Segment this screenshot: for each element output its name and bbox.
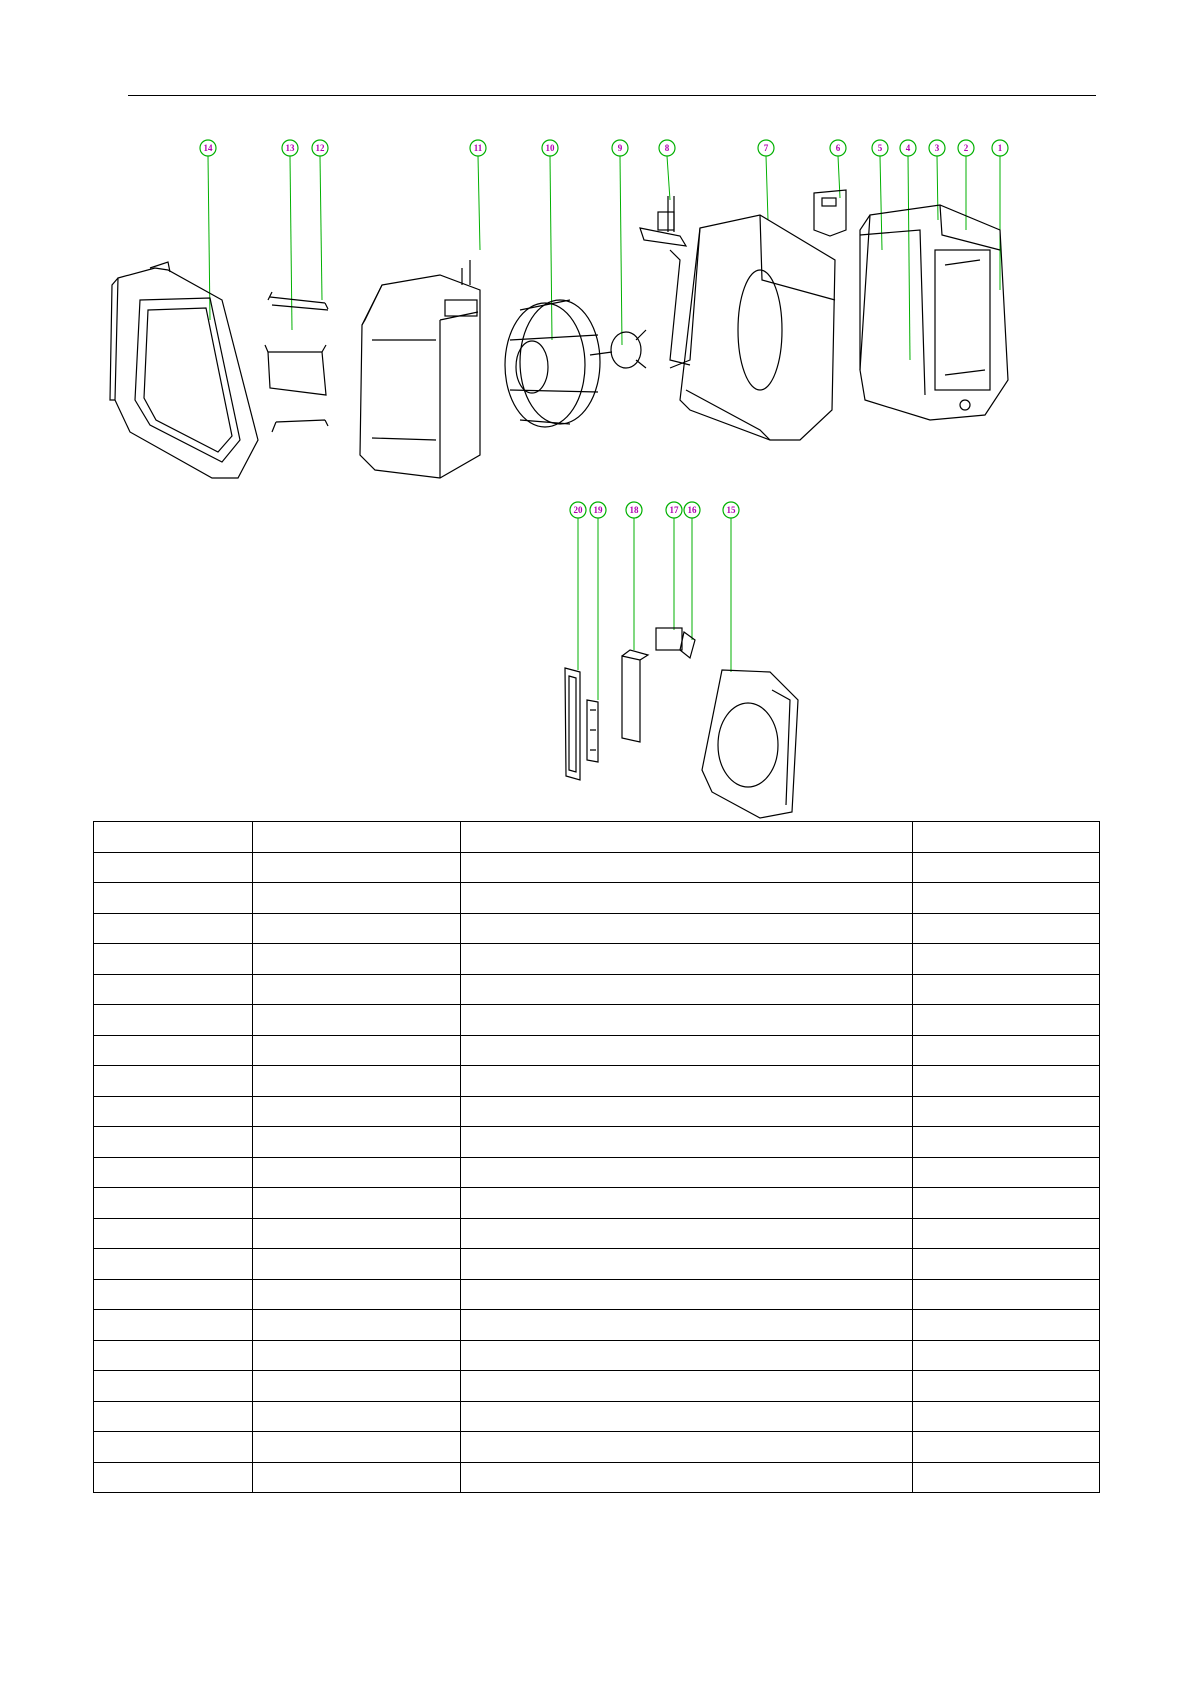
callout-number: 3 — [934, 143, 940, 153]
table-cell — [94, 852, 253, 883]
table-cell — [94, 1157, 253, 1188]
callout-number: 4 — [905, 143, 911, 153]
callout-10 — [542, 140, 558, 156]
table-cell — [253, 1279, 461, 1310]
callout-number: 18 — [629, 505, 639, 515]
table-cell — [913, 1371, 1100, 1402]
table-cell — [913, 913, 1100, 944]
callout-number: 11 — [473, 143, 483, 153]
blower-wheel-part — [505, 300, 600, 427]
table-cell — [913, 1218, 1100, 1249]
table-cell — [913, 1157, 1100, 1188]
table-cell — [94, 1096, 253, 1127]
table-cell — [94, 1279, 253, 1310]
table-cell — [94, 974, 253, 1005]
table-cell — [94, 1127, 253, 1158]
leader-line-3 — [937, 156, 938, 220]
callout-4 — [900, 140, 916, 156]
table-cell — [913, 1462, 1100, 1493]
table-row — [94, 1310, 1100, 1341]
callout-number: 7 — [763, 143, 769, 153]
table-row — [94, 1401, 1100, 1432]
callout-number: 12 — [315, 143, 325, 153]
table-cell — [253, 1188, 461, 1219]
callout-number: 14 — [203, 143, 213, 153]
front-frame-part — [110, 262, 258, 478]
table-row — [94, 913, 1100, 944]
table-cell — [461, 1066, 913, 1097]
table-row — [94, 822, 1100, 853]
callout-11 — [470, 140, 486, 156]
table-cell — [253, 944, 461, 975]
table-cell — [913, 852, 1100, 883]
parts-list-table — [93, 821, 1100, 1493]
callout-14 — [200, 140, 216, 156]
exploded-parts-diagram — [0, 0, 1192, 820]
heat-exchanger-part — [360, 260, 480, 478]
callout-number: 13 — [285, 143, 295, 153]
table-cell — [94, 1005, 253, 1036]
callout-6 — [830, 140, 846, 156]
table-cell — [94, 1462, 253, 1493]
table-cell — [253, 1066, 461, 1097]
table-cell — [461, 1279, 913, 1310]
leader-line-9 — [620, 156, 622, 345]
table-cell — [253, 1310, 461, 1341]
leader-line-12 — [320, 156, 322, 300]
table-cell — [461, 944, 913, 975]
table-row — [94, 1462, 1100, 1493]
table-cell — [253, 1462, 461, 1493]
table-cell — [913, 1432, 1100, 1463]
table-cell — [461, 974, 913, 1005]
table-cell — [253, 883, 461, 914]
display-cover-part — [622, 650, 648, 742]
table-cell — [461, 1188, 913, 1219]
table-cell — [461, 1340, 913, 1371]
table-cell — [253, 1218, 461, 1249]
leader-line-10 — [550, 156, 552, 340]
table-row — [94, 1188, 1100, 1219]
table-cell — [913, 1249, 1100, 1280]
table-row — [94, 852, 1100, 883]
callout-number: 1 — [997, 143, 1003, 153]
callout-number: 8 — [664, 143, 670, 153]
table-cell — [913, 1401, 1100, 1432]
table-cell — [913, 974, 1100, 1005]
table-cell — [913, 1035, 1100, 1066]
callout-19 — [590, 502, 606, 518]
table-cell — [253, 1157, 461, 1188]
table-cell — [913, 822, 1100, 853]
table-cell — [253, 1005, 461, 1036]
table-cell — [94, 1340, 253, 1371]
callout-16 — [684, 502, 700, 518]
table-row — [94, 1249, 1100, 1280]
callout-number: 6 — [835, 143, 841, 153]
table-cell — [913, 1096, 1100, 1127]
leader-line-14 — [208, 156, 210, 320]
table-cell — [913, 1066, 1100, 1097]
rail-bracket-part — [265, 292, 328, 432]
leader-line-4 — [908, 156, 910, 360]
table-row — [94, 1066, 1100, 1097]
table-cell — [461, 1432, 913, 1463]
table-row — [94, 1005, 1100, 1036]
table-cell — [94, 944, 253, 975]
table-cell — [461, 822, 913, 853]
table-cell — [253, 1096, 461, 1127]
table-cell — [253, 1249, 461, 1280]
table-cell — [94, 1401, 253, 1432]
table-cell — [94, 1371, 253, 1402]
table-cell — [94, 822, 253, 853]
table-cell — [94, 1249, 253, 1280]
table-cell — [913, 1188, 1100, 1219]
table-cell — [461, 1005, 913, 1036]
callout-number: 17 — [669, 505, 679, 515]
callout-17 — [666, 502, 682, 518]
leader-line-5 — [880, 156, 882, 250]
table-row — [94, 1127, 1100, 1158]
table-cell — [461, 1371, 913, 1402]
callout-5 — [872, 140, 888, 156]
table-cell — [461, 1462, 913, 1493]
callout-number: 15 — [726, 505, 736, 515]
table-row — [94, 1096, 1100, 1127]
table-cell — [253, 1340, 461, 1371]
table-cell — [461, 1096, 913, 1127]
table-cell — [913, 944, 1100, 975]
callout-1 — [992, 140, 1008, 156]
table-cell — [94, 1066, 253, 1097]
table-row — [94, 1279, 1100, 1310]
table-cell — [94, 1188, 253, 1219]
table-cell — [253, 1127, 461, 1158]
callout-8 — [659, 140, 675, 156]
table-cell — [461, 1310, 913, 1341]
grille-panel-part — [702, 670, 798, 818]
table-cell — [253, 974, 461, 1005]
table-row — [94, 974, 1100, 1005]
housing-part — [670, 215, 835, 440]
callout-number: 9 — [617, 143, 623, 153]
leader-line-6 — [838, 156, 840, 198]
display-frame-part — [565, 668, 580, 780]
table-row — [94, 1432, 1100, 1463]
table-cell — [913, 1340, 1100, 1371]
callout-number: 10 — [545, 143, 555, 153]
table-row — [94, 1035, 1100, 1066]
callout-7 — [758, 140, 774, 156]
callout-number: 16 — [687, 505, 697, 515]
display-board-part — [587, 700, 598, 762]
table-cell — [461, 883, 913, 914]
leader-line-8 — [667, 156, 670, 200]
callout-number: 20 — [573, 505, 583, 515]
leader-line-7 — [766, 156, 768, 220]
table-row — [94, 1371, 1100, 1402]
table-cell — [94, 1218, 253, 1249]
callout-13 — [282, 140, 298, 156]
table-cell — [253, 822, 461, 853]
table-cell — [461, 1127, 913, 1158]
table-cell — [461, 1218, 913, 1249]
callout-number: 19 — [593, 505, 603, 515]
table-cell — [461, 1401, 913, 1432]
leader-line-13 — [290, 156, 292, 330]
table-cell — [913, 1127, 1100, 1158]
callout-number: 5 — [877, 143, 883, 153]
table-cell — [253, 1401, 461, 1432]
fan-motor-part — [590, 330, 646, 368]
table-cell — [253, 913, 461, 944]
table-cell — [461, 1157, 913, 1188]
table-cell — [461, 1249, 913, 1280]
callout-15 — [723, 502, 739, 518]
table-cell — [913, 883, 1100, 914]
callout-9 — [612, 140, 628, 156]
table-row — [94, 883, 1100, 914]
callout-12 — [312, 140, 328, 156]
table-cell — [913, 1310, 1100, 1341]
table-cell — [461, 1035, 913, 1066]
pipe-sensor-part — [640, 196, 686, 246]
table-cell — [94, 883, 253, 914]
table-cell — [253, 852, 461, 883]
callout-number: 2 — [963, 143, 969, 153]
table-cell — [461, 852, 913, 883]
table-row — [94, 1340, 1100, 1371]
table-cell — [94, 1035, 253, 1066]
cover-plate-part — [814, 190, 846, 236]
callout-20 — [570, 502, 586, 518]
table-cell — [461, 913, 913, 944]
table-cell — [94, 1310, 253, 1341]
table-cell — [913, 1279, 1100, 1310]
callout-18 — [626, 502, 642, 518]
table-cell — [94, 913, 253, 944]
control-box-part — [656, 628, 695, 658]
table-cell — [253, 1371, 461, 1402]
table-cell — [253, 1035, 461, 1066]
callout-2 — [958, 140, 974, 156]
table-cell — [94, 1432, 253, 1463]
table-cell — [253, 1432, 461, 1463]
table-row — [94, 944, 1100, 975]
leader-line-11 — [478, 156, 480, 250]
table-row — [94, 1157, 1100, 1188]
table-cell — [913, 1005, 1100, 1036]
table-row — [94, 1218, 1100, 1249]
callout-3 — [929, 140, 945, 156]
